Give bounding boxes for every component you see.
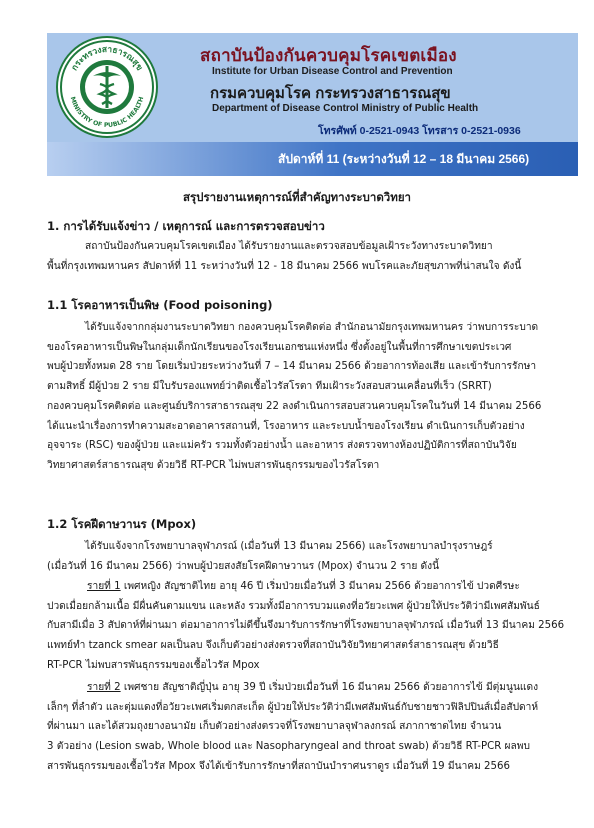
case-1-first-line	[47, 577, 567, 597]
paragraph-line: พบผู้ป่วยทั้งหมด 28 ราย โดยเริ่มป่วยระหว่างวันที่ 7 – 14 มีนาคม 2566 ด้วยอาการท้องเสีย และเข้ารับการรักษา	[47, 361, 537, 373]
paragraph-line: ปวดเมื่อยกล้ามเนื้อ มีผื่นคันตามแขน และหลัง รวมทั้งมีอาการบวมแดงที่อวัยวะเพศ ผู้ป่วยให้ประวัติว่ามีเพศสัมพันธ์	[47, 600, 540, 612]
paragraph-line: ที่ผ่านมา และได้สวมถุงยางอนามัย เก็บตัวอย่างส่งตรวจที่โรงพยาบาลจุฬาลงกรณ์ สภากาชาดไทย จำนวน	[47, 721, 502, 733]
paragraph-line: ได้รับแจ้งจากโรงพยาบาลจุฬาภรณ์ (เมื่อวันที่ 13 มีนาคม 2566) และโรงพยาบาลบำรุงราษฎร์	[85, 541, 493, 552]
paragraph-line: ได้แนะนำเรื่องการทำความสะอาดอาคารสถานที่, โรงอาหาร และระบบน้ำของโรงเรียน ดำเนินการเก็บตัวอย่าง	[47, 420, 525, 432]
case-2-first-line	[47, 678, 567, 698]
food-poisoning-paragraph	[47, 318, 567, 476]
paragraph-line: สารพันธุกรรมของเชื้อไวรัส Mpox จึงได้เข้ารับการรักษาที่สถาบันบำราศนราดูร เมื่อวันที่ 19 มีนาคม 2566	[47, 760, 510, 772]
paragraph-line: RT-PCR ไม่พบสารพันธุกรรมของเชื้อไวรัส Mpox	[47, 659, 260, 671]
ministry-seal-icon	[58, 38, 156, 136]
section-1-heading: 1. การได้รับแจ้งข่าว / เหตุการณ์ และการตรวจสอบข่าว	[47, 219, 325, 233]
paragraph-line: เล็กๆ ที่ลำตัว และตุ่มแดงที่อวัยวะเพศเริ่มตกสะเก็ด ผู้ป่วยให้ประวัติว่ามีเพศสัมพันธ์กับชายชาวฟิลิปปินส์เมื่อสัปดาห์	[47, 701, 539, 713]
case-1-label: รายที่ 1	[87, 581, 121, 592]
paragraph-line: ได้รับแจ้งจากกลุ่มงานระบาดวิทยา กองควบคุมโรคติดต่อ สำนักอนามัยกรุงเทพมหานคร ว่าพบการระบาด	[85, 322, 539, 333]
paragraph-line: (เมื่อวันที่ 16 มีนาคม 2566) ว่าพบผู้ป่วยสงสัยโรคฝีดาษวานร (Mpox) จำนวน 2 ราย ดังนี้	[47, 560, 440, 572]
paragraph-line: วิทยาศาสตร์สาธารณสุข ด้วยวิธี RT-PCR ไม่พบสารพันธุกรรมของไวรัสโรตา	[47, 459, 380, 471]
paragraph-line: กับสามีเมื่อ 3 สัปดาห์ที่ผ่านมา ต่อมาอาการไม่ดีขึ้นจึงมารับการรักษาที่โรงพยาบาลจุฬาภรณ์ เมื่อวันที่ 13 มีนาคม 2566	[47, 620, 565, 632]
department-title-en: Department of Disease Control Ministry of Public Health	[212, 103, 479, 114]
mpox-intro-paragraph	[47, 537, 567, 576]
mpox-case-1-paragraph	[47, 577, 567, 676]
week-range: สัปดาห์ที่ 11 (ระหว่างวันที่ 12 – 18 มีนาคม 2566)	[278, 152, 530, 166]
paragraph-line: แพทย์ทำ tzanck smear ผลเป็นลบ จึงเก็บตัวอย่างส่งตรวจที่สถาบันวิจัยวิทยาศาสตร์สาธารณสุข ด้วยวิธี	[47, 640, 499, 652]
paragraph-line: อุจจาระ (RSC) ของผู้ป่วย และแม่ครัว รวมทั้งตัวอย่างน้ำ และอาหาร ส่งตรวจทางห้องปฏิบัติการที่สถาบันวิจัย	[47, 440, 517, 452]
intro-paragraph	[47, 237, 567, 276]
paragraph-line: เพศชาย สัญชาติญี่ปุ่น อายุ 39 ปี เริ่มป่วยเมื่อวันที่ 16 มีนาคม 2566 ด้วยอาการไข้ มีตุ่มนูนแดง	[120, 682, 539, 693]
contact-numbers: โทรศัพท์ 0-2521-0943 โทรสาร 0-2521-0936	[318, 125, 521, 137]
paragraph-line: กองควบคุมโรคติดต่อ และศูนย์บริการสาธารณสุข 22 ลงดำเนินการสอบสวนควบคุมโรคในวันที่ 14 มีนาคม 2566	[47, 400, 542, 412]
intro-line: สถาบันป้องกันควบคุมโรคเขตเมือง ได้รับรายงานและตรวจสอบข้อมูลเฝ้าระวังทางระบาดวิทยา	[85, 241, 493, 252]
intro-line: พื้นที่กรุงเทพมหานคร สัปดาห์ที่ 11 ระหว่างวันที่ 12 - 18 มีนาคม 2566 พบโรคและภัยสุขภาพที่น่าสนใจ ดังนี้	[47, 260, 522, 272]
institute-title-th: สถาบันป้องกันควบคุมโรคเขตเมือง	[200, 46, 457, 65]
institute-title-en: Institute for Urban Disease Control and Prevention	[212, 66, 453, 77]
logo-text-top: กระทรวงสาธารณสุข	[69, 44, 145, 73]
mpox-case-2-paragraph	[47, 678, 567, 777]
paragraph-line: ของโรคอาหารเป็นพิษในกลุ่มเด็กนักเรียนของโรงเรียนเอกชนแห่งหนึ่ง ซึ่งตั้งอยู่ในพื้นที่การศึกษาเขตประเวศ	[47, 341, 512, 353]
document-title: สรุปรายงานเหตุการณ์ที่สำคัญทางระบาดวิทยา	[182, 190, 412, 204]
logo-text-bottom: MINISTRY OF PUBLIC HEALTH	[68, 95, 146, 130]
section-1-1-heading: 1.1 โรคอาหารเป็นพิษ (Food poisoning)	[47, 298, 273, 312]
department-title-th: กรมควบคุมโรค กระทรวงสาธารณสุข	[210, 85, 451, 102]
section-1-2-heading: 1.2 โรคฝีดาษวานร (Mpox)	[47, 517, 197, 531]
paragraph-line: 3 ตัวอย่าง (Lesion swab, Whole blood และ Nasopharyngeal and throat swab) ด้วยวิธี RT-PCR ผลพบ	[47, 741, 530, 753]
ministry-logo	[56, 36, 158, 138]
paragraph-line: ตามสิทธิ์ มีผู้ป่วย 2 ราย มีใบรับรองแพทย์ว่าติดเชื้อไวรัสโรตา ทีมเฝ้าระวังสอบสวนเคลื่อนที่เร็ว (SRRT)	[47, 381, 492, 393]
case-2-label: รายที่ 2	[87, 682, 121, 693]
paragraph-line: เพศหญิง สัญชาติไทย อายุ 46 ปี เริ่มป่วยเมื่อวันที่ 3 มีนาคม 2566 ด้วยอาการไข้ ปวดศีรษะ	[120, 581, 520, 592]
